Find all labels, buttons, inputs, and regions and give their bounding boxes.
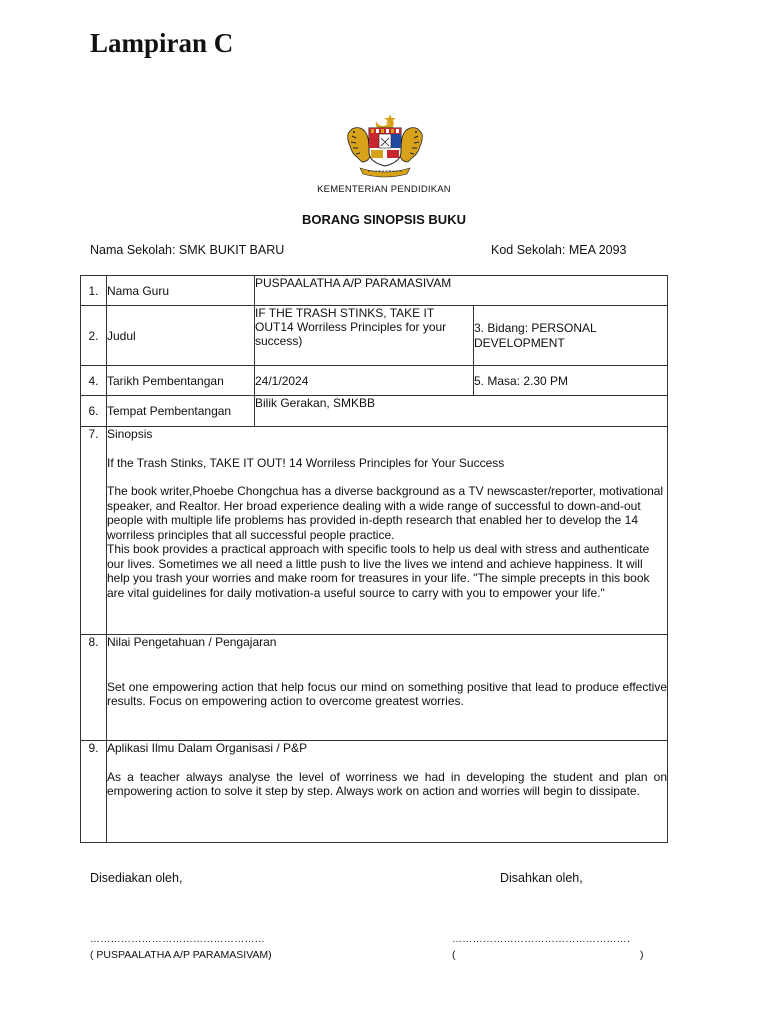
row-title: [81, 306, 668, 366]
school-name: Nama Sekolah: SMK BUKIT BARU: [90, 243, 285, 257]
date-label: Tarikh Pembentangan: [107, 366, 255, 396]
ministry-name: KEMENTERIAN PENDIDIKAN: [317, 184, 451, 195]
prepared-signature-line: ……………………………………………: [90, 934, 266, 945]
date-value: 24/1/2024: [255, 366, 474, 396]
synopsis-paragraph-author: The book writer,Phoebe Chongchua has a diverse background as a TV newscaster/reporter, motivational speaker, and Realtor. Her broad experience dealing with a wide range of successful to down-and-out people with multiple life problems has provided in-depth research that enabled her to develop the 14 worriless principles that all successful people practice.: [107, 484, 664, 542]
teacher-label: Nama Guru: [107, 276, 255, 306]
application-label: Aplikasi Ilmu Dalam Organisasi / P&P: [107, 741, 308, 755]
row-number: 4.: [81, 366, 107, 396]
row-number: 7.: [81, 427, 107, 635]
row-teacher: [81, 276, 668, 306]
application-cell: [107, 741, 668, 843]
synopsis-paragraph-summary: This book provides a practical approach with specific tools to help us deal with stress and authenticate our lives. Sometimes we all need a little push to live the lives we intend and achieve happiness. It will help you trash your worries and make room for treasures in your life. "The simple precepts in this book are vital guidelines for daily motivation-a useful source to carry with you to empower your life.": [107, 542, 650, 600]
row-place: [81, 396, 668, 427]
values-text: Set one empowering action that help focus our mind on something positive that lead to produce effective results. Focus on empowering action to overcome greatest worries.: [107, 679, 668, 708]
row-number: 9.: [81, 741, 107, 843]
approved-signature-line: …………………………………………….: [452, 934, 631, 945]
school-code: Kod Sekolah: MEA 2093: [491, 243, 627, 257]
field-value: 3. Bidang: PERSONAL DEVELOPMENT: [474, 306, 668, 366]
place-label: Tempat Pembentangan: [107, 396, 255, 427]
synopsis-label: Sinopsis: [107, 427, 153, 441]
row-application: [81, 741, 668, 843]
prepared-by-label: Disediakan oleh,: [90, 871, 183, 885]
synopsis-book-title: If the Trash Stinks, TAKE IT OUT! 14 Worriless Principles for Your Success: [107, 455, 505, 470]
row-number: 8.: [81, 635, 107, 741]
values-cell: [107, 635, 668, 741]
values-label: Nilai Pengetahuan / Pengajaran: [107, 635, 277, 649]
teacher-value: PUSPAALATHA A/P PARAMASIVAM: [255, 276, 668, 306]
row-number: 1.: [81, 276, 107, 306]
approved-by-label: Disahkan oleh,: [500, 871, 583, 885]
malaysia-coat-of-arms-logo: [338, 112, 432, 178]
prepared-by-name: ( PUSPAALATHA A/P PARAMASIVAM): [90, 949, 272, 961]
appendix-heading: Lampiran C: [90, 28, 234, 58]
title-label: Judul: [107, 306, 255, 366]
book-title-value: IF THE TRASH STINKS, TAKE IT OUT14 Worriless Principles for your success): [255, 306, 474, 366]
row-synopsis: [81, 427, 668, 635]
row-number: 6.: [81, 396, 107, 427]
approved-by-close-bracket: ): [640, 949, 644, 961]
approved-by-open-bracket: (: [452, 949, 456, 961]
synopsis-cell: [107, 427, 668, 635]
synopsis-form-table: [80, 275, 668, 843]
application-text: As a teacher always analyse the level of worriness we had in developing the student and plan on empowering action to solve it step by step. Always work on action and worries will begin to dissipate.: [107, 769, 668, 798]
row-number: 2.: [81, 306, 107, 366]
place-value: Bilik Gerakan, SMKBB: [255, 396, 668, 427]
row-values: [81, 635, 668, 741]
row-date: [81, 366, 668, 396]
time-value: 5. Masa: 2.30 PM: [474, 366, 668, 396]
form-title: BORANG SINOPSIS BUKU: [302, 212, 466, 227]
